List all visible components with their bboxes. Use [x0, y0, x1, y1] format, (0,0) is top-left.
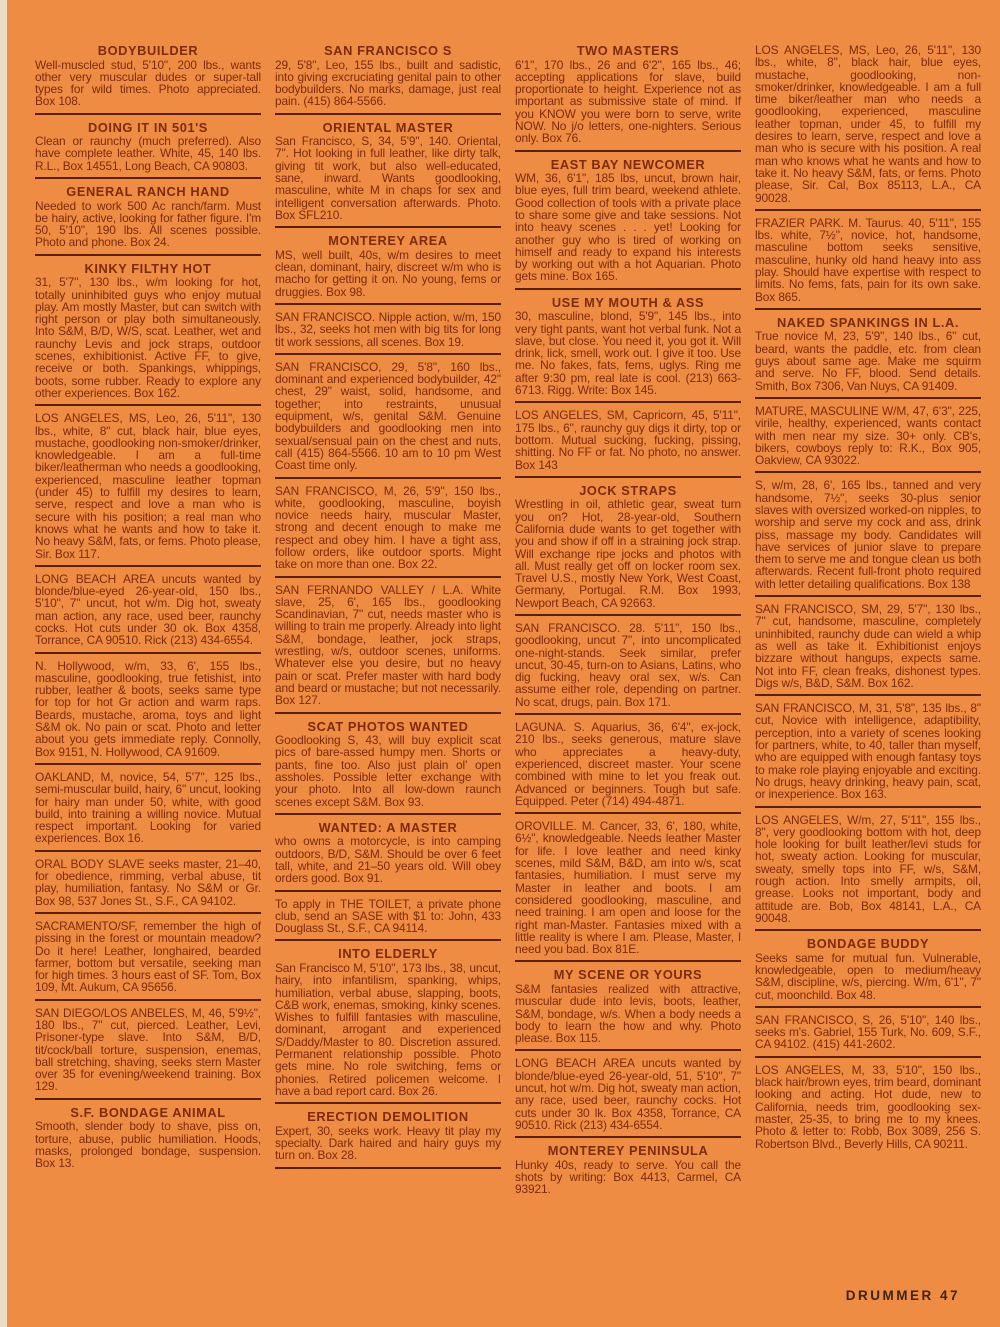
- classified-ad: [35, 262, 261, 399]
- ad-divider: [35, 404, 261, 406]
- ad-body-text: SACRAMENTO/SF, remember the high of pissing in the forest or mountain meadow? Do it here! Leather, longhaired, bearded farmer, bottom but versatile, seeking man for high times. 3 hours east of SF. Tom, Box 109, Mt. Aukum, CA 95656.: [35, 918, 261, 995]
- ad-divider: [35, 113, 261, 115]
- classified-ad: [515, 409, 741, 470]
- ad-headline: ERECTION DEMOLITION: [307, 1109, 469, 1125]
- classified-ad: [275, 1110, 501, 1161]
- classified-ad: [755, 217, 981, 303]
- ad-divider: [755, 1006, 981, 1008]
- ad-divider: [275, 477, 501, 479]
- classified-ad: [35, 121, 261, 172]
- ad-divider: [275, 113, 501, 115]
- ad-headline: DOING IT IN 501'S: [88, 119, 208, 135]
- ad-headline: SAN FRANCISCO S: [324, 43, 452, 58]
- ad-divider: [755, 209, 981, 211]
- ad-body-text: Smooth, slender body to shave, piss on, torture, abuse, public humiliation. Hoods, masks, prolonged bondage, suspension. Box 13.: [35, 1119, 261, 1171]
- classified-ad: [755, 1014, 981, 1051]
- ad-body-text: SAN FRANCISCO, M, 26, 5'9", 150 lbs., white, goodlooking, masculine, boyish novice needs hairy, muscular Master, strong and decent enough to make me respect and obey him. I have a tight ass, follow orders, like outdoor sports. Might take on more than one. Box 22.: [275, 483, 501, 572]
- classified-ad: [755, 702, 981, 800]
- ad-divider: [35, 652, 261, 654]
- classified-ad: [515, 44, 741, 145]
- classified-ad: [275, 947, 501, 1097]
- ad-body-text: LOS ANGELES, W/m, 27, 5'11", 155 lbs., 8", very goodlooking bottom with hot, deep hole looking for built leather/levi studs for hot, sweaty action. Looking for muscular, sweaty, smelly tops into FF, w/s, S&M, rough action. Into smelly armpits, oil, grease. Looks not important, body and attitude are. Bob, Box 48141, L.A., CA 90048.: [755, 812, 981, 925]
- ad-divider: [275, 712, 501, 714]
- classified-ad: [35, 573, 261, 647]
- ad-divider: [755, 308, 981, 310]
- ad-column-2: [275, 44, 501, 1175]
- classified-ad: [755, 316, 981, 392]
- ad-body-text: San Francisco, S, 34, 5'9", 140. Oriental, 7". Hot looking in full leather, like dirty talk, giving tit work, but also well-educated, sane, inward. Wants goodlooking, masculine, white M in chaps for sex and intelligent conversation afterwards. Photo. Box SFL210.: [275, 134, 501, 222]
- ad-body-text: Well-muscled stud, 5'10", 200 lbs., wants other very muscular dudes or super-tall types for wild times. Photo appreciated. Box 108.: [35, 57, 261, 109]
- ad-divider: [275, 813, 501, 815]
- ad-divider: [755, 806, 981, 808]
- classified-ad: [35, 660, 261, 758]
- ad-divider: [275, 1167, 501, 1169]
- ad-divider: [515, 288, 741, 290]
- ad-body-text: Hunky 40s, ready to serve. You call the shots by writing: Box 4413, Carmel, CA 93921.: [515, 1157, 741, 1197]
- ad-divider: [755, 694, 981, 696]
- classified-ad: [275, 234, 501, 298]
- ad-body-text: S&M fantasies realized with attractive, muscular dude into levis, boots, leather, S&M, bondage, w/s. When a body needs a body to learn the how and why. Photo please. Box 115.: [515, 981, 741, 1046]
- ad-body-text: 31, 5'7", 130 lbs., w/m looking for hot, totally uninhibited guys who enjoy mutual play. Am mostly Master, but can switch with right person or play both simultaneously. Into S&M, B/D, W/S, scat. Leather, wet and raunchy Levis and jock straps, outdoor scenes, exhibitionist. Active FF, to give, receive or both. Spankings, whippings, boots, some rubber. Ready to explore any other experiences. Box 162.: [35, 275, 261, 400]
- ad-divider: [515, 401, 741, 403]
- ad-body-text: ORAL BODY SLAVE seeks master, 21–40, for obedience, rimming, verbal abuse, tit play, humiliation, fantasy. No S&M or Gr. Box 98, 537 Jones St., S.F., CA 94102.: [35, 856, 261, 908]
- ad-body-text: LONG BEACH AREA uncuts wanted by blonde/blue-eyed 26-year-old, 150 lbs., 5'10", 7" uncut, hot w/m. Dig hot, sweaty man action, any race, used beer, raunchy cocks. Hot cuts under 30 ok. Box 4358, Torrance, CA 90510. Rick (213) 434-6554.: [35, 571, 261, 648]
- classified-ad: [275, 584, 501, 707]
- ad-divider: [35, 850, 261, 852]
- classified-ad: [275, 898, 501, 935]
- classified-ad: [515, 721, 741, 807]
- ad-body-text: SAN DIEGO/LOS ANBELES, M, 46, 5'9½", 180 lbs., 7" cut, pierced. Leather, Levi, Prisoner-type slave. Into S&M, B/D, tit/cock/ball torture, suspension, enemas, ball stretching, shaving, seeks stern Master over 35 for evening/weekend training. Box 129.: [35, 1005, 261, 1094]
- classified-ad: [35, 920, 261, 994]
- ad-divider: [515, 150, 741, 152]
- ad-headline: GENERAL RANCH HAND: [66, 184, 230, 200]
- ad-divider: [515, 713, 741, 715]
- ad-headline: INTO ELDERLY: [338, 946, 438, 962]
- classified-ad: [515, 484, 741, 609]
- ad-headline: WANTED: A MASTER: [318, 819, 458, 835]
- classified-ad: [755, 937, 981, 1001]
- classified-ad: [35, 412, 261, 560]
- ad-body-text: 30, masculine, blond, 5'9", 145 lbs., into very tight pants, want hot verbal funk. Not a slave, but close. You need it, you got it. Will drink, lick, smell, work out. I give it too. Use me. No fakes, fats, fems, uglys. Ring me after 9:30 pm, real late is cool. (213) 663-6713. Rigg. Write: Box 145.: [515, 309, 741, 398]
- ad-body-text: MATURE, MASCULINE W/M, 47, 6'3", 225, virile, healthy, experienced, wants contact with men near my size. 30+ only. CB's, bikers, cowboys reply to: R.K., Box 905, Oakview, CA 93022.: [755, 403, 981, 468]
- ad-body-text: who owns a motorcycle, is into camping outdoors, B/D, S&M. Should be over 6 feet tall, white, and 21–50 years old. Will obey orders good. Box 91.: [275, 834, 501, 886]
- classified-ad: [35, 858, 261, 907]
- ad-divider: [35, 565, 261, 567]
- ad-body-text: SAN FRANCISCO, M, 31, 5'8", 135 lbs., 8" cut, Novice with intelligence, adaptibility, perception, into a variety of scenes looking for partners, white, to 40, taller than myself, who are equipped with enough fantasy toys to make role playing enjoyable and exciting. No drugs, heavy drinking, heavy pain, scat, or inexperience. Box 163.: [755, 701, 981, 802]
- ad-divider: [515, 1136, 741, 1138]
- ad-divider: [275, 303, 501, 305]
- ad-body-text: Clean or raunchy (much preferred). Also have complete leather. White, 45, 140 lbs. R.L., Box 14551, Long Beach, CA 90803.: [35, 134, 261, 173]
- ad-divider: [275, 226, 501, 228]
- ad-body-text: LOS ANGELES, SM, Capricorn, 45, 5'11", 175 lbs., 6", raunchy guy digs it dirty, top or bottom. Mutual sucking, fucking, pissing, shitting. No FF or fat. No photo, no answer. Box 143: [515, 408, 741, 472]
- ad-divider: [275, 939, 501, 941]
- classified-ad: [755, 814, 981, 925]
- ad-headline: SCAT PHOTOS WANTED: [307, 718, 469, 734]
- classified-ad: [515, 622, 741, 708]
- classified-ad: [275, 821, 501, 885]
- ad-body-text: LOS ANGELES, M, 33, 5'10", 150 lbs., black hair/brown eyes, trim beard, dominant looking and acting. Hot dude, new to California, needs trim, goodlooking sex-master, 25-35, to bring me to my knees. Photo & letter to: Robb, Box 3089, 256 S. Robertson Blvd., Beverly Hills, CA 90211.: [755, 1062, 981, 1151]
- ad-headline: JOCK STRAPS: [579, 482, 677, 498]
- ad-body-text: True novice M, 23, 5'9", 140 lbs., 6" cut, beard, wants the paddle, etc. from clean guys about same age. Make me squirm and serve. No FF, blood. Send details. Smith, Box 7306, Van Nuys, CA 91409.: [755, 329, 981, 393]
- classified-ad: [275, 44, 501, 108]
- classified-ad: [275, 121, 501, 222]
- classified-ad: [515, 1144, 741, 1195]
- ad-headline: TWO MASTERS: [576, 43, 680, 58]
- classified-ad: [275, 720, 501, 808]
- ad-body-text: N. Hollywood, w/m, 33, 6', 155 lbs., masculine, goodlooking, true fetishist, into rubber, leather & boots, seeks same type for top for hot Gr action and warm raps. Beards, mustache, aroma, toys and light S&M ok. No pain or scat. Photo and letter about you gets immediate reply. Connolly, Box 9151, N. Hollywood, CA 91609.: [35, 658, 261, 759]
- ad-headline: MY SCENE OR YOURS: [553, 967, 703, 983]
- ad-divider: [755, 471, 981, 473]
- ad-body-text: LOS ANGELES, MS, Leo, 26, 5'11", 130 lbs., white, 8" cut, black hair, blue eyes, mustache, goodlooking non-smoker/drinker, knowledgeable. I am a full-time biker/leatherman who needs a goodlooking, experienced, masculine leather topman (under 45) to fulfill my desires to learn, serve, respect and love a man who is secure with his position; a real man who knows what he wants and how to take it. No heavy S&M, fats, or fems. Photo please, Sir. Box 117.: [35, 411, 261, 561]
- ad-divider: [515, 1049, 741, 1051]
- ad-column-3: [515, 44, 741, 1196]
- ad-divider: [275, 890, 501, 892]
- ad-body-text: SAN FRANCISCO. 28. 5'11", 150 lbs., goodlooking, uncut 7", into uncomplicated one-night-stands. Seek similar, prefer uncut, 30-45, turn-on to Asians, Latins, who dig fucking, heavy oral sex, w/s. Can assume either role, depending on partner. No scat, drugs, pain. Box 171.: [515, 620, 741, 709]
- ad-body-text: 6'1", 170 lbs., 26 and 6'2", 165 lbs., 46; accepting applications for slave, build proportionate to height. Experience not as important as submissive state of mind. If you KNOW you were born to serve, write NOW. No j/o letters, one-nighters. Serious only. Box 76.: [515, 57, 741, 146]
- ad-divider: [275, 353, 501, 355]
- magazine-page: [7, 0, 1000, 1327]
- classified-ad: [275, 361, 501, 472]
- classified-ad: [755, 603, 981, 689]
- classified-ad: [275, 311, 501, 348]
- classified-ad: [35, 185, 261, 249]
- ad-divider: [755, 595, 981, 597]
- ad-body-text: S, w/m, 28, 6', 165 lbs., tanned and very handsome, 7½", seeks 30-plus senior slaves with oversized worked-on nipples, to worship and serve my cock and ass, drink piss, massage my body. Candidates will have services of junior slave to prepare them to serve me and tongue clean us both afterwards. Recent full-front photo required with letter detailing qualifications. Box 138: [755, 478, 981, 591]
- ad-body-text: SAN FRANCISCO, SM, 29, 5'7", 130 lbs., 7" cut, handsome, masculine, completely uninhibited, raunchy dude can wield a whip as well as take it. Exhibitionist enjoys bizzare without hangups, expects same. Not into FF, clean freaks, dishonest types. Digs w/s, B&D, S&M. Box 162.: [755, 602, 981, 690]
- ad-body-text: LOS ANGELES, MS, Leo, 26, 5'11", 130 lbs., white, 8", black hair, blue eyes, mustache, goodlooking, non-smoker/drinker, knowledgeable. I am a full time biker/leather man who needs a goodlooking, experienced, masculine leather topman, under 45, to fulfill my desires to learn, serve, respect and love a man who is secure with his position. A real man who knows what he wants and how to take it. No heavy S&M, fats, or fems. Photo please, Sir. Cal, Box 85113, L.A., CA 90028.: [755, 43, 981, 205]
- ad-divider: [35, 1098, 261, 1100]
- classified-ad: [35, 1007, 261, 1093]
- classified-ad: [275, 485, 501, 571]
- classified-ad: [515, 296, 741, 397]
- ad-headline: NAKED SPANKINGS IN L.A.: [776, 314, 960, 330]
- ad-headline: MONTEREY AREA: [328, 233, 448, 249]
- ad-body-text: OAKLAND, M, novice, 54, 5'7", 125 lbs., semi-muscular build, hairy, 6" uncut, looking for hairy man under 50, white, with good build, into training a willing novice. Mutual respect important. Looking for varied experiences. Box 16.: [35, 769, 261, 846]
- ad-divider: [755, 397, 981, 399]
- ad-headline: USE MY MOUTH & ASS: [551, 294, 705, 310]
- classified-ad: [515, 968, 741, 1044]
- ad-divider: [275, 1102, 501, 1104]
- ad-body-text: SAN FERNANDO VALLEY / L.A. White slave, 25, 6', 165 lbs., goodlooking Scandinavian, 7" cut, needs master who is willing to train me properly. Already into light S&M, bondage, leather, jock straps, wrestling, w/s, outdoor scenes, uniforms. Whatever else you desire, but no heavy pain or scat. Prefer master with hard body and beard or mustache; but not necessarily. Box 127.: [275, 582, 501, 708]
- ad-body-text: To apply in THE TOILET, a private phone club, send an SASE with $1 to: John, 433 Douglass St., S.F., CA 94114.: [275, 896, 501, 936]
- classified-ad: [515, 820, 741, 955]
- ad-divider: [35, 177, 261, 179]
- classified-ad: [515, 158, 741, 283]
- ad-body-text: WM, 36, 6'1", 185 lbs, uncut, brown hair, blue eyes, full trim beard, weekend athlete. Good collection of tools with a private place to share some give and take sessions. Not into heavy scenes . . . yet! Looking for another guy who is tired of working on himself and ready to expand his interests by working out with a hot Aquarian. Photo gets mine. Box 165.: [515, 171, 741, 284]
- ad-divider: [275, 576, 501, 578]
- ad-body-text: MS, well built, 40s, w/m desires to meet clean, dominant, hairy, discreet w/m who is macho for getting it on. No young, fems or druggies. Box 98.: [275, 247, 501, 299]
- ad-divider: [35, 999, 261, 1001]
- ad-headline: ORIENTAL MASTER: [322, 119, 454, 135]
- ad-body-text: Expert, 30, seeks work. Heavy tit play my specialty. Dark haired and hairy guys my turn on. Box 28.: [275, 1123, 501, 1163]
- ad-divider: [515, 812, 741, 814]
- page-footer: [846, 1288, 960, 1303]
- ad-divider: [755, 929, 981, 931]
- ad-body-text: FRAZIER PARK. M. Taurus. 40, 5'11", 155 lbs. white, 7½", novice, hot, handsome, masculine bottom seeks sensitive, masculine, hunky old hand heavy into ass play. Should have expertise with respect to limits. No fems, fats, pain for its own sake. Box 865.: [755, 215, 981, 304]
- ad-body-text: OROVILLE. M. Cancer, 33, 6', 180, white, 6½", knowledgeable. Needs leather Master for life. I love leather and need kinky scenes, mild S&M, B&D, am into w/s, scat fantasies, humiliation. I must serve my Master in leather and boots. I am considered goodlooking, masculine, and need training. I am open and loose for the right man-Master. Fantasies mixed with a little reality is where I am. Please, Master, I need you bad. Box 81E.: [515, 819, 741, 957]
- ad-headline: MONTEREY PENINSULA: [547, 1143, 709, 1159]
- ad-headline: BODYBUILDER: [97, 43, 199, 58]
- ad-divider: [755, 1056, 981, 1058]
- classified-ad: [755, 44, 981, 204]
- ad-body-text: SAN FRANCISCO, S, 26, 5'10", 140 lbs., seeks m's. Gabriel, 155 Turk, No. 609, S.F., CA 94102. (415) 441-2602.: [755, 1012, 981, 1052]
- ad-body-text: 29, 5'8", Leo, 155 lbs., built and sadistic, into giving excruciating genital pain to other bodybuilders. No marks, damage, just real pain. (415) 864-5566.: [275, 57, 501, 109]
- ad-body-text: SAN FRANCISCO, 29, 5'8", 160 lbs., dominant and experienced bodybuilder, 42" chest, 29" waist, solid, handsome, and together; into restraints, unusual equipment, w/s, genital S&M. Genuine bodybuilders and goodlooking men into sexual/sensual pain on the chest and nuts, call (415) 864-5566. 10 am to 10 pm West Coast time only.: [275, 359, 501, 473]
- ad-column-1: [35, 44, 261, 1169]
- ad-body-text: LAGUNA. S. Aquarius, 36, 6'4", ex-jock, 210 lbs., seeks generous, mature slave who appreciates a heavy-duty, experienced, discreet master. Your scene combined with mine to let you freak out. Advanced or beginners. Tough but safe. Equipped. Peter (714) 494-4871.: [515, 720, 741, 808]
- ad-body-text: LONG BEACH AREA uncuts wanted by blonde/blue-eyed 26-year-old, 51, 5'10", 7" uncut, hot w/m. Dig hot, sweaty man action, any race, used beer, raunchy cocks. Hot cuts under 30 lk. Box 4358, Torrance, CA 90510. Rick (213) 434-6554.: [515, 1056, 741, 1132]
- ad-headline: S.F. BONDAGE ANIMAL: [70, 1104, 226, 1120]
- classified-ad: [515, 1057, 741, 1131]
- ad-headline: BONDAGE BUDDY: [806, 936, 930, 952]
- ad-headline: EAST BAY NEWCOMER: [550, 156, 706, 172]
- ad-body-text: Wrestling in oil, athletic gear, sweat turn you on? Hot, 28-year-old, Southern California dude wants to get together with you and show if off in a straining jock strap. Will exchange ripe jocks and photos with all. Must really get off on locker room sex. Travel U.S., mostly New York, West Coast, Germany, Portugal. R.M. Box 1993, Newport Beach, CA 92663.: [515, 497, 741, 610]
- classified-ad: [35, 1106, 261, 1170]
- ad-body-text: Needed to work 500 Ac ranch/farm. Must be hairy, active, looking for father figure. I'm 50, 5'10", 190 lbs. All scenes possible. Photo and phone. Box 24.: [35, 198, 261, 250]
- ad-divider: [515, 960, 741, 962]
- ad-divider: [35, 763, 261, 765]
- ad-body-text: San Francisco M, 5'10", 173 lbs., 38, uncut, hairy, into infantilism, spanking, whips, humiliation, verbal abuse, slapping, boots, C&B work, enemas, smoking, kinky scenes. Wishes to fulfill fantasies with masculine, dominant, arrogant and experienced S/Daddy/Master to 80. Discretion assured. Permanent relationship possible. Photo gets mine. No role switching, fems or phonies. Retired policemen welcome. I have a bad report card. Box 26.: [275, 960, 501, 1098]
- ad-body-text: Goodlooking S, 43, will buy explicit scat pics of bare-assed humpy men. Shorts or pants, fine too. Also just plain ol' open assholes. Possible letter exchange with your photo. Into all low-down raunch scenes except S&M. Box 93.: [275, 733, 501, 809]
- ad-headline: KINKY FILTHY HOT: [84, 260, 212, 276]
- classified-ad: [755, 405, 981, 466]
- classified-ad: [35, 44, 261, 108]
- classifieds-grid: [35, 43, 981, 1197]
- ad-divider: [35, 254, 261, 256]
- ad-divider: [515, 476, 741, 478]
- ad-column-4: [755, 44, 981, 1150]
- ad-body-text: SAN FRANCISCO. Nipple action, w/m, 150 lbs., 32, seeks hot men with big tits for long tit work sessions, all scenes. Box 19.: [275, 309, 501, 349]
- ad-body-text: Seeks same for mutual fun. Vulnerable, knowledgeable, open to medium/heavy S&M, discipline, w/s, piercing. W/m, 6'1", 7" cut, moonchild. Box 48.: [755, 950, 981, 1002]
- classified-ad: [755, 479, 981, 590]
- ad-divider: [35, 912, 261, 914]
- ad-divider: [515, 614, 741, 616]
- classified-ad: [35, 771, 261, 845]
- classified-ad: [755, 1064, 981, 1150]
- magazine-title-page-number: DRUMMER 47: [845, 1288, 960, 1303]
